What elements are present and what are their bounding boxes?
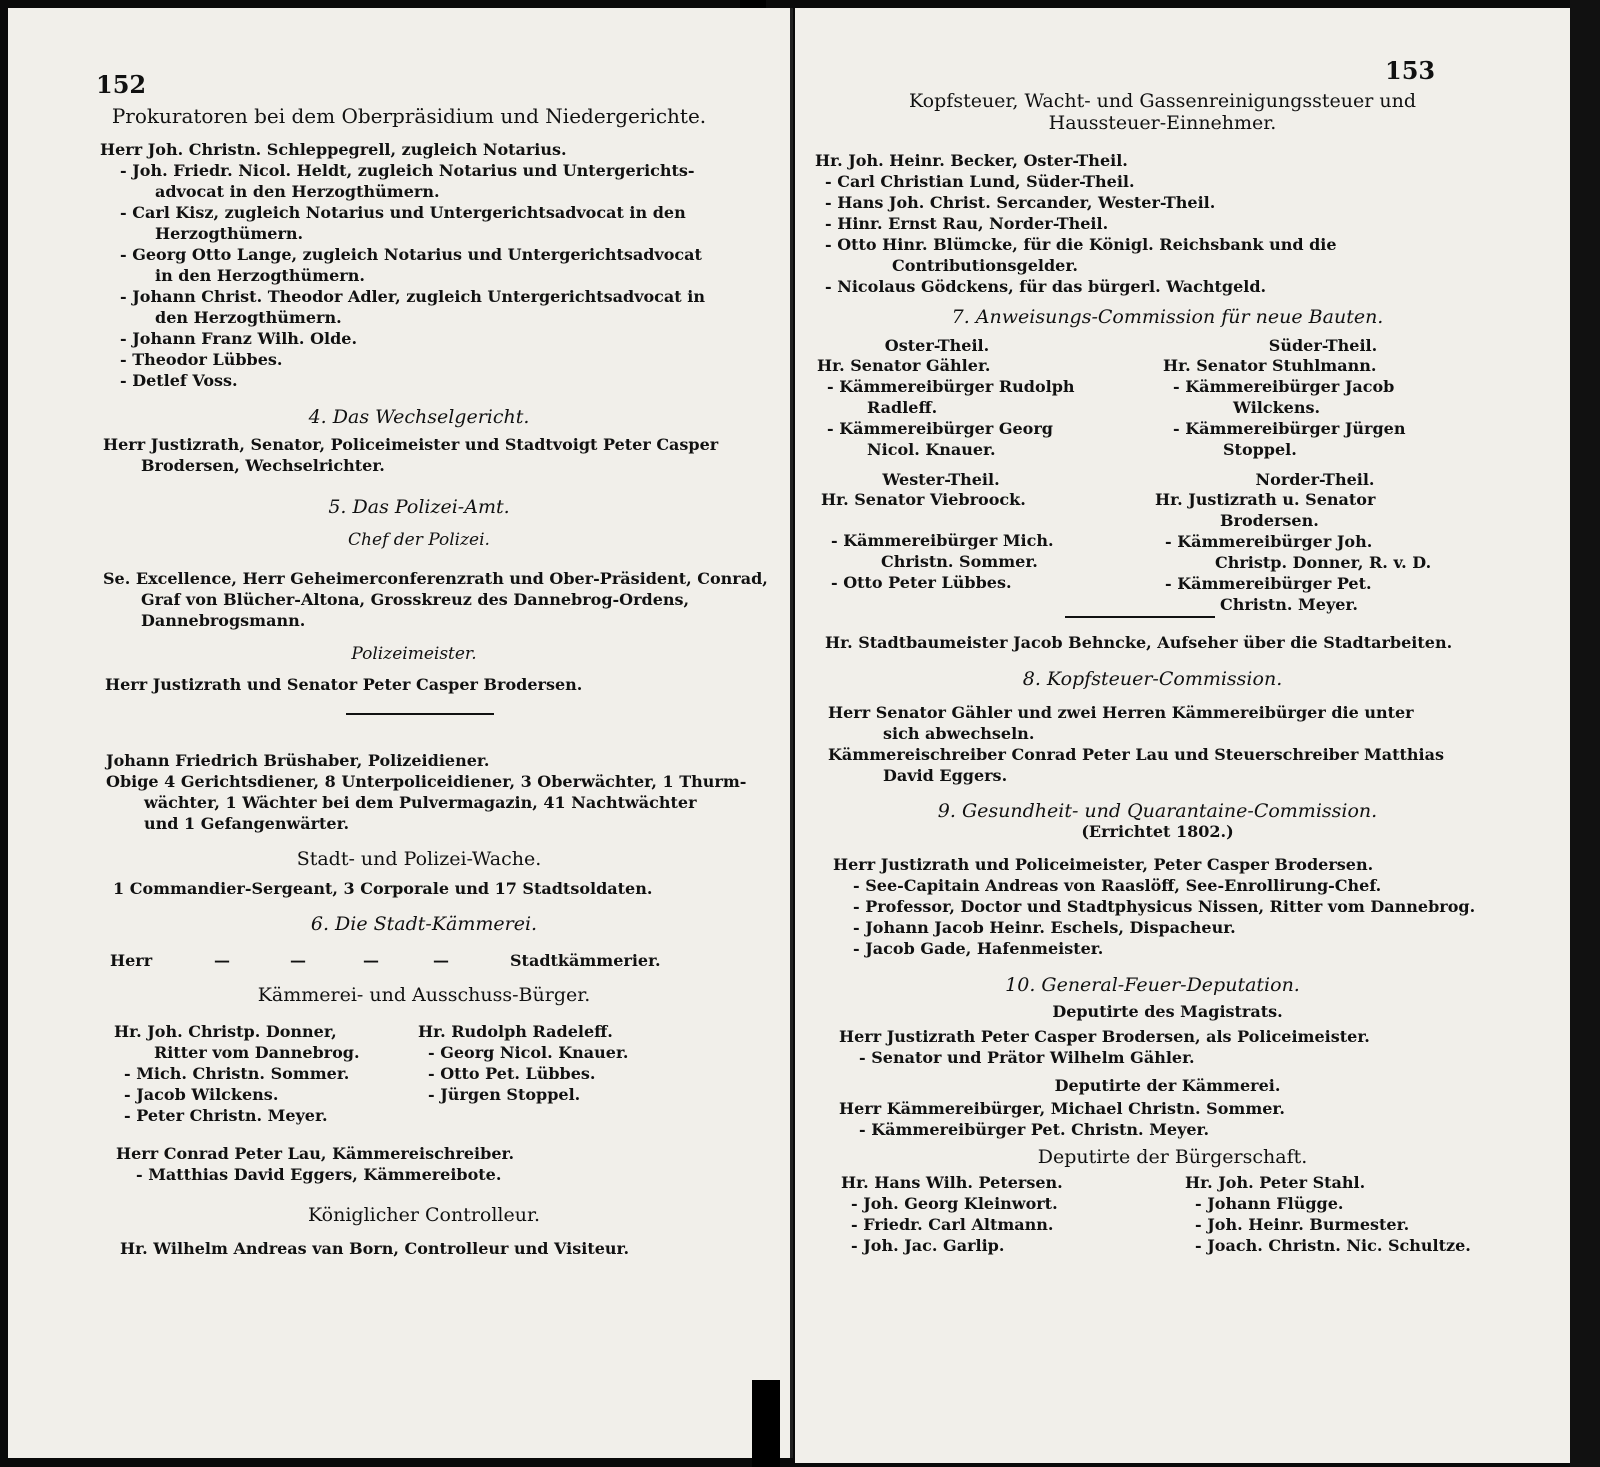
dash: — bbox=[363, 951, 379, 970]
einnehmer-list bbox=[815, 150, 1337, 297]
book-spine-bottom bbox=[752, 1380, 780, 1467]
list-item: - Peter Christn. Meyer. bbox=[124, 1106, 328, 1125]
section-kopfsteuer-einnehmer bbox=[795, 90, 1530, 134]
polizeimeister-heading bbox=[8, 644, 790, 664]
list-item: Hr. Rudolph Radeleff. bbox=[418, 1022, 613, 1041]
section-title: 6. Die Stadt-Kämmerei. bbox=[310, 913, 538, 935]
list-item: Contributionsgelder. bbox=[892, 256, 1078, 275]
list-item: - See-Capitain Andreas von Raaslöff, See-Enrollirung-Chef. bbox=[853, 876, 1382, 895]
subsection-title: Stadt- und Polizei-Wache. bbox=[296, 848, 542, 870]
polizeidiener-body bbox=[106, 750, 746, 834]
subsection-title: Deputirte des Magistrats. bbox=[1052, 1002, 1283, 1021]
section-anweisungs-commission bbox=[795, 306, 1530, 328]
divider bbox=[1065, 616, 1215, 618]
scan-edge bbox=[1570, 0, 1600, 1467]
dash: — bbox=[214, 951, 230, 970]
divider bbox=[346, 713, 494, 715]
list-item: - Mich. Christn. Sommer. bbox=[124, 1064, 350, 1083]
list-item: Hr. Joh. Christp. Donner, bbox=[114, 1022, 337, 1041]
subsection-title: Deputirte der Kämmerei. bbox=[1054, 1076, 1281, 1095]
wester-theil bbox=[821, 470, 1161, 593]
polizeimeister-body bbox=[105, 674, 582, 695]
text-line: Herr Justizrath, Senator, Policeimeister und Stadtvoigt Peter Casper bbox=[103, 435, 719, 454]
text-line: Johann Friedrich Brüshaber, Polizeidiener. bbox=[106, 751, 490, 770]
section-kopfsteuer-commission bbox=[795, 668, 1530, 690]
list-item: - Carl Kisz, zugleich Notarius und Untergerichtsadvocat in den bbox=[120, 203, 686, 222]
list-item: - Jacob Wilckens. bbox=[124, 1085, 279, 1104]
list-item: - Senator und Prätor Wilhelm Gähler. bbox=[859, 1048, 1195, 1067]
list-item: Hr. Senator Viebroock. bbox=[821, 490, 1026, 509]
list-item: - Kämmereibürger Rudolph bbox=[827, 377, 1075, 396]
stadtkaemmerier-line bbox=[110, 950, 670, 972]
district-title: Oster-Theil. bbox=[884, 336, 990, 355]
section-title: Prokuratoren bei dem Oberpräsidium und Niedergerichte. bbox=[111, 104, 707, 128]
list-item: - Carl Christian Lund, Süder-Theil. bbox=[825, 172, 1135, 191]
list-item: - Kämmereibürger Jürgen bbox=[1173, 419, 1406, 438]
list-item: - Johann Christ. Theodor Adler, zugleich Untergerichtsadvocat in bbox=[120, 287, 705, 306]
section-general-feuer-deputation bbox=[795, 974, 1530, 1021]
list-item: advocat in den Herzogthümern. bbox=[155, 182, 440, 201]
list-item: - Kämmereibürger Georg bbox=[827, 419, 1053, 438]
list-item: Herzogthümern. bbox=[155, 224, 304, 243]
list-item: - Kämmereibürger Mich. bbox=[831, 531, 1054, 550]
list-item: - Johann Jacob Heinr. Eschels, Dispacheur. bbox=[853, 918, 1236, 937]
controlleur-heading bbox=[8, 1204, 790, 1226]
section-title: 7. Anweisungs-Commission für neue Bauten. bbox=[951, 306, 1384, 328]
prokuratoren-list bbox=[100, 139, 705, 391]
list-item: - Joh. Heinr. Burmester. bbox=[1195, 1215, 1410, 1234]
list-item: in den Herzogthümern. bbox=[155, 266, 365, 285]
list-item: Wilckens. bbox=[1233, 398, 1321, 417]
kaemmerei-deputirte-list bbox=[839, 1098, 1285, 1140]
district-title: Norder-Theil. bbox=[1255, 470, 1375, 489]
list-item: Christn. Meyer. bbox=[1220, 595, 1358, 614]
list-item: - Detlef Voss. bbox=[120, 371, 238, 390]
section-title: 5. Das Polizei-Amt. bbox=[328, 496, 510, 518]
oster-theil bbox=[817, 336, 1157, 460]
list-item: - Joh. Georg Kleinwort. bbox=[851, 1194, 1058, 1213]
kaemmerei-schreiber bbox=[116, 1143, 514, 1185]
list-item: - Otto Hinr. Blümcke, für die Königl. Reichsbank und die bbox=[825, 235, 1337, 254]
list-item: - Jacob Gade, Hafenmeister. bbox=[853, 939, 1104, 958]
dash: — bbox=[290, 951, 306, 970]
list-item: - Hinr. Ernst Rau, Norder-Theil. bbox=[825, 214, 1109, 233]
text-line: Se. Excellence, Herr Geheimerconferenzrath und Ober-Präsident, Conrad, bbox=[103, 569, 768, 588]
text-line: Kämmereischreiber Conrad Peter Lau und Steuerschreiber Matthias bbox=[828, 745, 1444, 764]
norder-theil bbox=[1155, 470, 1485, 615]
list-item: Hr. Senator Gähler. bbox=[817, 356, 991, 375]
buerger-heading bbox=[8, 984, 790, 1006]
page-number-left: 152 bbox=[96, 70, 147, 99]
text-line: Hr. Stadtbaumeister Jacob Behncke, Aufseher über die Stadtarbeiten. bbox=[825, 633, 1453, 652]
list-item: Christp. Donner, R. v. D. bbox=[1215, 553, 1432, 572]
text-line: 1 Commandier-Sergeant, 3 Corporale und 17 Stadtsoldaten. bbox=[113, 879, 653, 898]
section-quarantaine-commission bbox=[795, 800, 1530, 841]
text-line: - Matthias David Eggers, Kämmereibote. bbox=[136, 1165, 502, 1184]
list-item: - Kämmereibürger Pet. bbox=[1165, 574, 1372, 593]
buergerschaft-heading bbox=[795, 1146, 1530, 1168]
list-item: Brodersen. bbox=[1220, 511, 1319, 530]
magistrat-list bbox=[839, 1026, 1370, 1068]
section-title: Kopfsteuer, Wacht- und Gassenreinigungssteuer und bbox=[909, 90, 1416, 112]
list-item: - Joach. Christn. Nic. Schultze. bbox=[1195, 1236, 1471, 1255]
list-item: - Hans Joh. Christ. Sercander, Wester-Theil. bbox=[825, 193, 1216, 212]
sueder-theil bbox=[1163, 336, 1483, 460]
list-item: Herr Joh. Christn. Schleppegrell, zugleich Notarius. bbox=[100, 140, 567, 159]
list-item: - Otto Pet. Lübbes. bbox=[428, 1064, 596, 1083]
list-item: Radleff. bbox=[867, 398, 938, 417]
subsection-title: Kämmerei- und Ausschuss-Bürger. bbox=[257, 984, 591, 1006]
text-line: Graf von Blücher-Altona, Grosskreuz des Dannebrog-Ordens, bbox=[141, 590, 690, 609]
list-item: - Joh. Jac. Garlip. bbox=[851, 1236, 1005, 1255]
text-line: wächter, 1 Wächter bei dem Pulvermagazin, 41 Nachtwächter bbox=[144, 793, 697, 812]
list-item: - Johann Franz Wilh. Olde. bbox=[120, 329, 358, 348]
polizei-chef-body bbox=[103, 568, 768, 631]
list-item: Herr Justizrath Peter Casper Brodersen, als Policeimeister. bbox=[839, 1027, 1370, 1046]
page-number-right: 153 bbox=[1385, 56, 1436, 85]
section-wechselgericht bbox=[8, 406, 790, 428]
list-item: - Kämmereibürger Joh. bbox=[1165, 532, 1373, 551]
list-item: Stoppel. bbox=[1223, 440, 1297, 459]
list-item: - Kämmereibürger Jacob bbox=[1173, 377, 1395, 396]
section-stadt-kaemmerei bbox=[8, 913, 790, 935]
subsection-title: Deputirte der Bürgerschaft. bbox=[1037, 1146, 1308, 1168]
list-item: - Professor, Doctor und Stadtphysicus Nissen, Ritter vom Dannebrog. bbox=[853, 897, 1476, 916]
text-line: sich abwechseln. bbox=[883, 724, 1035, 743]
list-item: Hr. Joh. Heinr. Becker, Oster-Theil. bbox=[815, 151, 1128, 170]
list-item: Hr. Hans Wilh. Petersen. bbox=[841, 1173, 1063, 1192]
stadtkaemmerier-label: Stadtkämmerier. bbox=[510, 951, 661, 970]
list-item: - Georg Nicol. Knauer. bbox=[428, 1043, 629, 1062]
kaemmerei-deputirte-heading bbox=[795, 1076, 1530, 1095]
text-line: Dannebrogsmann. bbox=[141, 611, 306, 630]
buerger-col-left bbox=[114, 1021, 360, 1126]
list-item: - Otto Peter Lübbes. bbox=[831, 573, 1012, 592]
wache-heading bbox=[8, 848, 790, 870]
dash: — bbox=[433, 951, 449, 970]
list-item: Christn. Sommer. bbox=[881, 552, 1038, 571]
subsection-title: (Errichtet 1802.) bbox=[1081, 822, 1234, 841]
section-title: 4. Das Wechselgericht. bbox=[308, 406, 530, 428]
section-polizei-amt bbox=[8, 496, 790, 550]
wechselgericht-body bbox=[103, 434, 718, 476]
list-item: - Georg Otto Lange, zugleich Notarius und Untergerichtsadvocat bbox=[120, 245, 702, 264]
right-page bbox=[795, 8, 1570, 1463]
district-title: Süder-Theil. bbox=[1268, 336, 1378, 355]
list-item: - Theodor Lübbes. bbox=[120, 350, 283, 369]
list-item: Herr Kämmereibürger, Michael Christn. Sommer. bbox=[839, 1099, 1285, 1118]
list-item: den Herzogthümern. bbox=[155, 308, 342, 327]
controlleur-body bbox=[120, 1238, 629, 1259]
list-item: - Joh. Friedr. Nicol. Heldt, zugleich Notarius und Untergerichts- bbox=[120, 161, 695, 180]
text-line: David Eggers. bbox=[883, 766, 1008, 785]
district-title: Wester-Theil. bbox=[882, 470, 1000, 489]
section-title-cont: Haussteuer-Einnehmer. bbox=[1048, 112, 1277, 134]
section-prokuratoren bbox=[8, 104, 790, 128]
text-line: Obige 4 Gerichtsdiener, 8 Unterpoliceidiener, 3 Oberwächter, 1 Thurm- bbox=[106, 772, 747, 791]
list-item: Nicol. Knauer. bbox=[867, 440, 996, 459]
section-title: 10. General-Feuer-Deputation. bbox=[1005, 974, 1300, 996]
buergerschaft-col-left bbox=[841, 1172, 1063, 1256]
kopfsteuer-commission-body bbox=[828, 702, 1444, 786]
text-line: Brodersen, Wechselrichter. bbox=[141, 456, 385, 475]
subsection-title: Chef der Polizei. bbox=[348, 530, 490, 550]
text-line: und 1 Gefangenwärter. bbox=[144, 814, 350, 833]
wache-body bbox=[113, 878, 652, 899]
quarantaine-list bbox=[833, 854, 1476, 959]
list-item: Herr Justizrath und Policeimeister, Peter Casper Brodersen. bbox=[833, 855, 1374, 874]
stadtbaumeister-line bbox=[825, 632, 1452, 653]
left-page bbox=[8, 8, 793, 1458]
list-item: Hr. Senator Stuhlmann. bbox=[1163, 356, 1377, 375]
text-line: Herr Conrad Peter Lau, Kämmereischreiber. bbox=[116, 1144, 515, 1163]
list-item: Hr. Justizrath u. Senator bbox=[1155, 490, 1376, 509]
list-item: - Johann Flügge. bbox=[1195, 1194, 1344, 1213]
buerger-col-right bbox=[418, 1021, 629, 1105]
section-title: 9. Gesundheit- und Quarantaine-Commission. bbox=[937, 800, 1378, 822]
text-line: Hr. Wilhelm Andreas van Born, Controlleur und Visiteur. bbox=[120, 1239, 630, 1258]
section-title: 8. Kopfsteuer-Commission. bbox=[1022, 668, 1283, 690]
subsection-title: Polizeimeister. bbox=[351, 644, 477, 664]
text-line: Herr Senator Gähler und zwei Herren Kämmereibürger die unter bbox=[828, 703, 1414, 722]
herr-label: Herr bbox=[110, 951, 153, 970]
list-item: - Friedr. Carl Altmann. bbox=[851, 1215, 1054, 1234]
list-item: - Kämmereibürger Pet. Christn. Meyer. bbox=[859, 1120, 1210, 1139]
list-item: - Nicolaus Gödckens, für das bürgerl. Wachtgeld. bbox=[825, 277, 1267, 296]
text-line: Herr Justizrath und Senator Peter Casper Brodersen. bbox=[105, 675, 583, 694]
buergerschaft-col-right bbox=[1185, 1172, 1471, 1256]
list-item: Ritter vom Dannebrog. bbox=[154, 1043, 360, 1062]
subsection-title: Königlicher Controlleur. bbox=[307, 1204, 541, 1226]
list-item: - Jürgen Stoppel. bbox=[428, 1085, 581, 1104]
list-item: Hr. Joh. Peter Stahl. bbox=[1185, 1173, 1366, 1192]
